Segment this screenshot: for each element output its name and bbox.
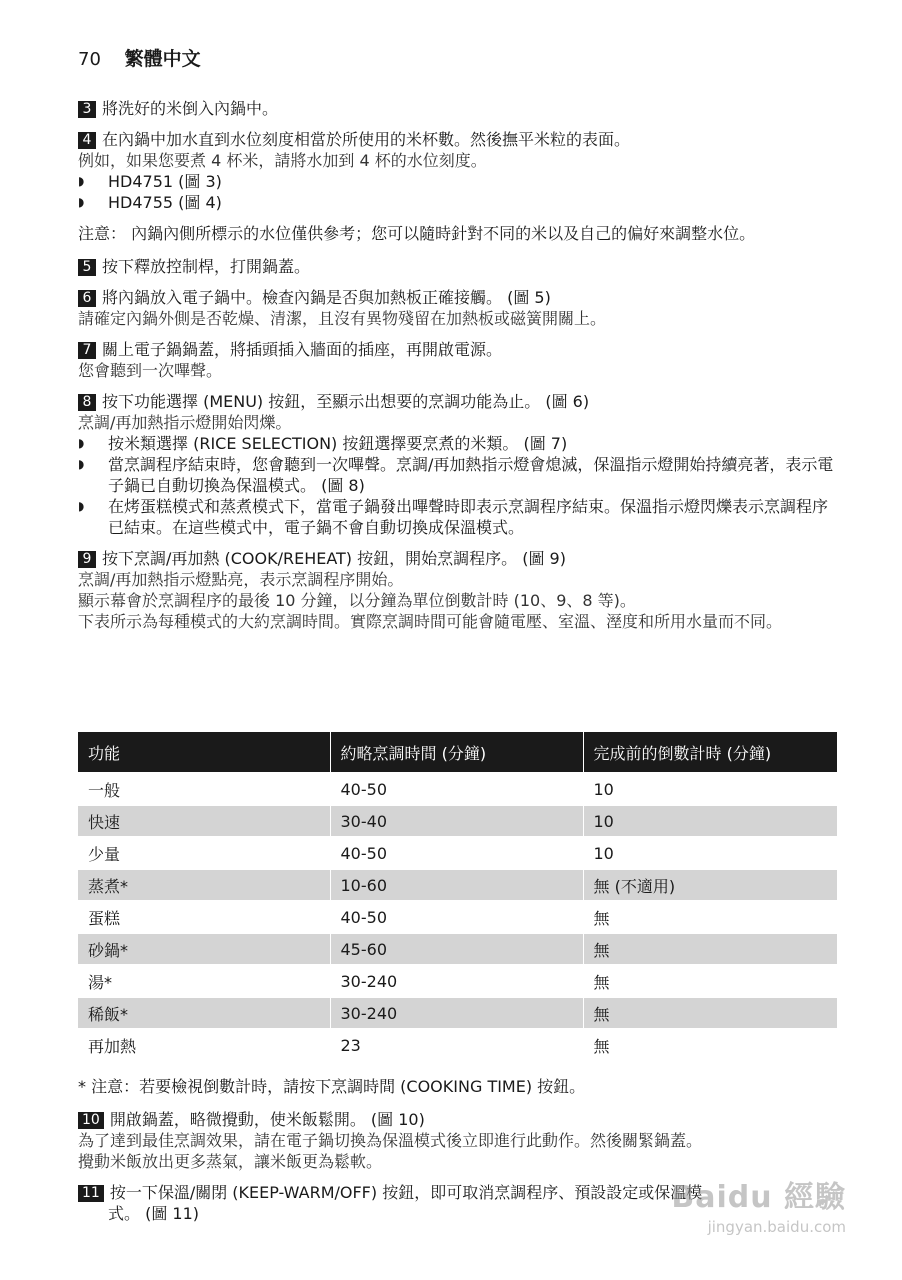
watermark-url: jingyan.baidu.com bbox=[707, 1218, 846, 1236]
cell-function: 砂鍋* bbox=[78, 933, 330, 965]
table-row bbox=[78, 1029, 838, 1060]
cell-cook-time: 30-240 bbox=[330, 965, 583, 997]
step-text-continued: 式。 (圖 11) bbox=[108, 1204, 200, 1223]
cell-countdown: 無 bbox=[583, 997, 838, 1029]
step-9 bbox=[78, 548, 840, 632]
cell-countdown: 10 bbox=[583, 837, 838, 869]
step-subtext: 下表所示為每種模式的大約烹調時間。實際烹調時間可能會隨電壓、室溫、溼度和所用水量而不同。 bbox=[78, 612, 783, 631]
step-number: 7 bbox=[78, 342, 96, 359]
cell-cook-time: 40-50 bbox=[330, 901, 583, 933]
cell-cook-time: 40-50 bbox=[330, 773, 583, 805]
step-number: 10 bbox=[78, 1112, 104, 1129]
step-10 bbox=[78, 1109, 840, 1172]
cell-function: 再加熱 bbox=[78, 1029, 330, 1060]
table-row bbox=[78, 869, 838, 901]
cell-cook-time: 23 bbox=[330, 1029, 583, 1060]
baidu-watermark bbox=[671, 1172, 846, 1236]
step-number: 5 bbox=[78, 259, 96, 276]
cell-countdown: 無 (不適用) bbox=[583, 869, 838, 901]
header-countdown: 完成前的倒數計時 (分鐘) bbox=[583, 732, 838, 773]
step-subtext: 請確定內鍋外側是否乾燥、清潔，且沒有異物殘留在加熱板或磁簧開關上。 bbox=[78, 309, 607, 328]
step-text: 按下功能選擇 (MENU) 按鈕，至顯示出想要的烹調功能為止。 (圖 6) bbox=[102, 392, 590, 411]
step-text: 將內鍋放入電子鍋中。檢查內鍋是否與加熱板正確接觸。 (圖 5) bbox=[102, 288, 551, 307]
step-number: 3 bbox=[78, 101, 96, 118]
cell-cook-time: 40-50 bbox=[330, 837, 583, 869]
header-cook-time: 約略烹調時間 (分鐘) bbox=[330, 732, 583, 773]
note-text: 注意： 內鍋內側所標示的水位僅供參考；您可以隨時針對不同的米以及自己的偏好來調整水位。 bbox=[78, 224, 756, 243]
cell-countdown: 無 bbox=[583, 965, 838, 997]
step-subtext: 烹調/再加熱指示燈開始閃爍。 bbox=[78, 413, 292, 432]
step-text: 在內鍋中加水直到水位刻度相當於所使用的米杯數。然後撫平米粒的表面。 bbox=[102, 130, 631, 149]
step-subtext: 顯示幕會於烹調程序的最後 10 分鐘，以分鐘為單位倒數計時 (10、9、8 等)。 bbox=[78, 591, 636, 610]
header-function: 功能 bbox=[78, 732, 330, 773]
step-number: 11 bbox=[78, 1185, 104, 1202]
cell-cook-time: 30-240 bbox=[330, 997, 583, 1029]
bullet-item: ◗ HD4755 (圖 4) bbox=[78, 192, 840, 213]
cell-cook-time: 45-60 bbox=[330, 933, 583, 965]
cell-function: 稀飯* bbox=[78, 997, 330, 1029]
step-number: 4 bbox=[78, 132, 96, 149]
step-subtext: 例如，如果您要煮 4 杯米，請將水加到 4 杯的水位刻度。 bbox=[78, 151, 487, 170]
step-text: 關上電子鍋鍋蓋，將插頭插入牆面的插座，再開啟電源。 bbox=[102, 340, 503, 359]
cell-countdown: 10 bbox=[583, 773, 838, 805]
table-row bbox=[78, 805, 838, 837]
cell-function: 湯* bbox=[78, 965, 330, 997]
step-8 bbox=[78, 391, 840, 538]
bullet-item: ◗ HD4751 (圖 3) bbox=[78, 171, 840, 192]
instructions-top bbox=[78, 98, 840, 642]
page-header bbox=[78, 44, 201, 71]
step-text: 按下烹調/再加熱 (COOK/REHEAT) 按鈕，開始烹調程序。 (圖 9) bbox=[102, 549, 566, 568]
step-7 bbox=[78, 339, 840, 381]
step-text: 開啟鍋蓋，略微攪動，使米飯鬆開。 (圖 10) bbox=[109, 1110, 425, 1129]
step-text: 將洗好的米倒入內鍋中。 bbox=[102, 99, 279, 118]
step-text: 按一下保溫/關閉 (KEEP-WARM/OFF) 按鈕，即可取消烹調程序、預設設定或保溫模 bbox=[109, 1183, 703, 1202]
step-3 bbox=[78, 98, 840, 119]
page-number: 70 bbox=[78, 49, 101, 70]
table-row bbox=[78, 933, 838, 965]
step-4 bbox=[78, 129, 840, 213]
watermark-brand: Baidu 經驗 bbox=[671, 1180, 846, 1215]
cell-function: 快速 bbox=[78, 805, 330, 837]
step-subtext: 烹調/再加熱指示燈點亮，表示烹調程序開始。 bbox=[78, 570, 404, 589]
table-row bbox=[78, 997, 838, 1029]
bullet-item: ◗ 在烤蛋糕模式和蒸煮模式下，當電子鍋發出嗶聲時即表示烹調程序結束。保溫指示燈閃爍表示烹調程序已結束。在這些模式中，電子鍋不會自動切換成保溫模式。 bbox=[78, 496, 840, 538]
cell-cook-time: 10-60 bbox=[330, 869, 583, 901]
bullet-item: ◗ 當烹調程序結束時，您會聽到一次嗶聲。烹調/再加熱指示燈會熄滅，保溫指示燈開始持續亮著，表示電子鍋已自動切換為保溫模式。 (圖 8) bbox=[78, 454, 840, 496]
step-subtext: 為了達到最佳烹調效果，請在電子鍋切換為保溫模式後立即進行此動作。然後關緊鍋蓋。 bbox=[78, 1131, 703, 1150]
cell-countdown: 無 bbox=[583, 933, 838, 965]
step-number: 6 bbox=[78, 290, 96, 307]
cell-function: 蛋糕 bbox=[78, 901, 330, 933]
table-row bbox=[78, 837, 838, 869]
table-row bbox=[78, 773, 838, 805]
step-number: 8 bbox=[78, 394, 96, 411]
step-number: 9 bbox=[78, 551, 96, 568]
step-subtext: 您會聽到一次嗶聲。 bbox=[78, 361, 223, 380]
step-text: 按下釋放控制桿，打開鍋蓋。 bbox=[102, 257, 311, 276]
cell-countdown: 10 bbox=[583, 805, 838, 837]
bullet-item: ◗ 按米類選擇 (RICE SELECTION) 按鈕選擇要烹煮的米類。 (圖 7) bbox=[78, 433, 840, 454]
cooking-time-table bbox=[78, 732, 838, 1060]
table-row bbox=[78, 965, 838, 997]
cell-countdown: 無 bbox=[583, 901, 838, 933]
table-row bbox=[78, 901, 838, 933]
cell-cook-time: 30-40 bbox=[330, 805, 583, 837]
cell-function: 一般 bbox=[78, 773, 330, 805]
cell-countdown: 無 bbox=[583, 1029, 838, 1060]
step-6 bbox=[78, 287, 840, 329]
step-5 bbox=[78, 256, 840, 277]
cell-function: 少量 bbox=[78, 837, 330, 869]
table-header-row bbox=[78, 732, 838, 773]
cell-function: 蒸煮* bbox=[78, 869, 330, 901]
step-subtext: 攪動米飯放出更多蒸氣，讓米飯更為鬆軟。 bbox=[78, 1152, 383, 1171]
language-title: 繁體中文 bbox=[124, 48, 201, 70]
table-footnote: * 注意：若要檢視倒數計時，請按下烹調時間 (COOKING TIME) 按鈕。 bbox=[78, 1077, 586, 1096]
